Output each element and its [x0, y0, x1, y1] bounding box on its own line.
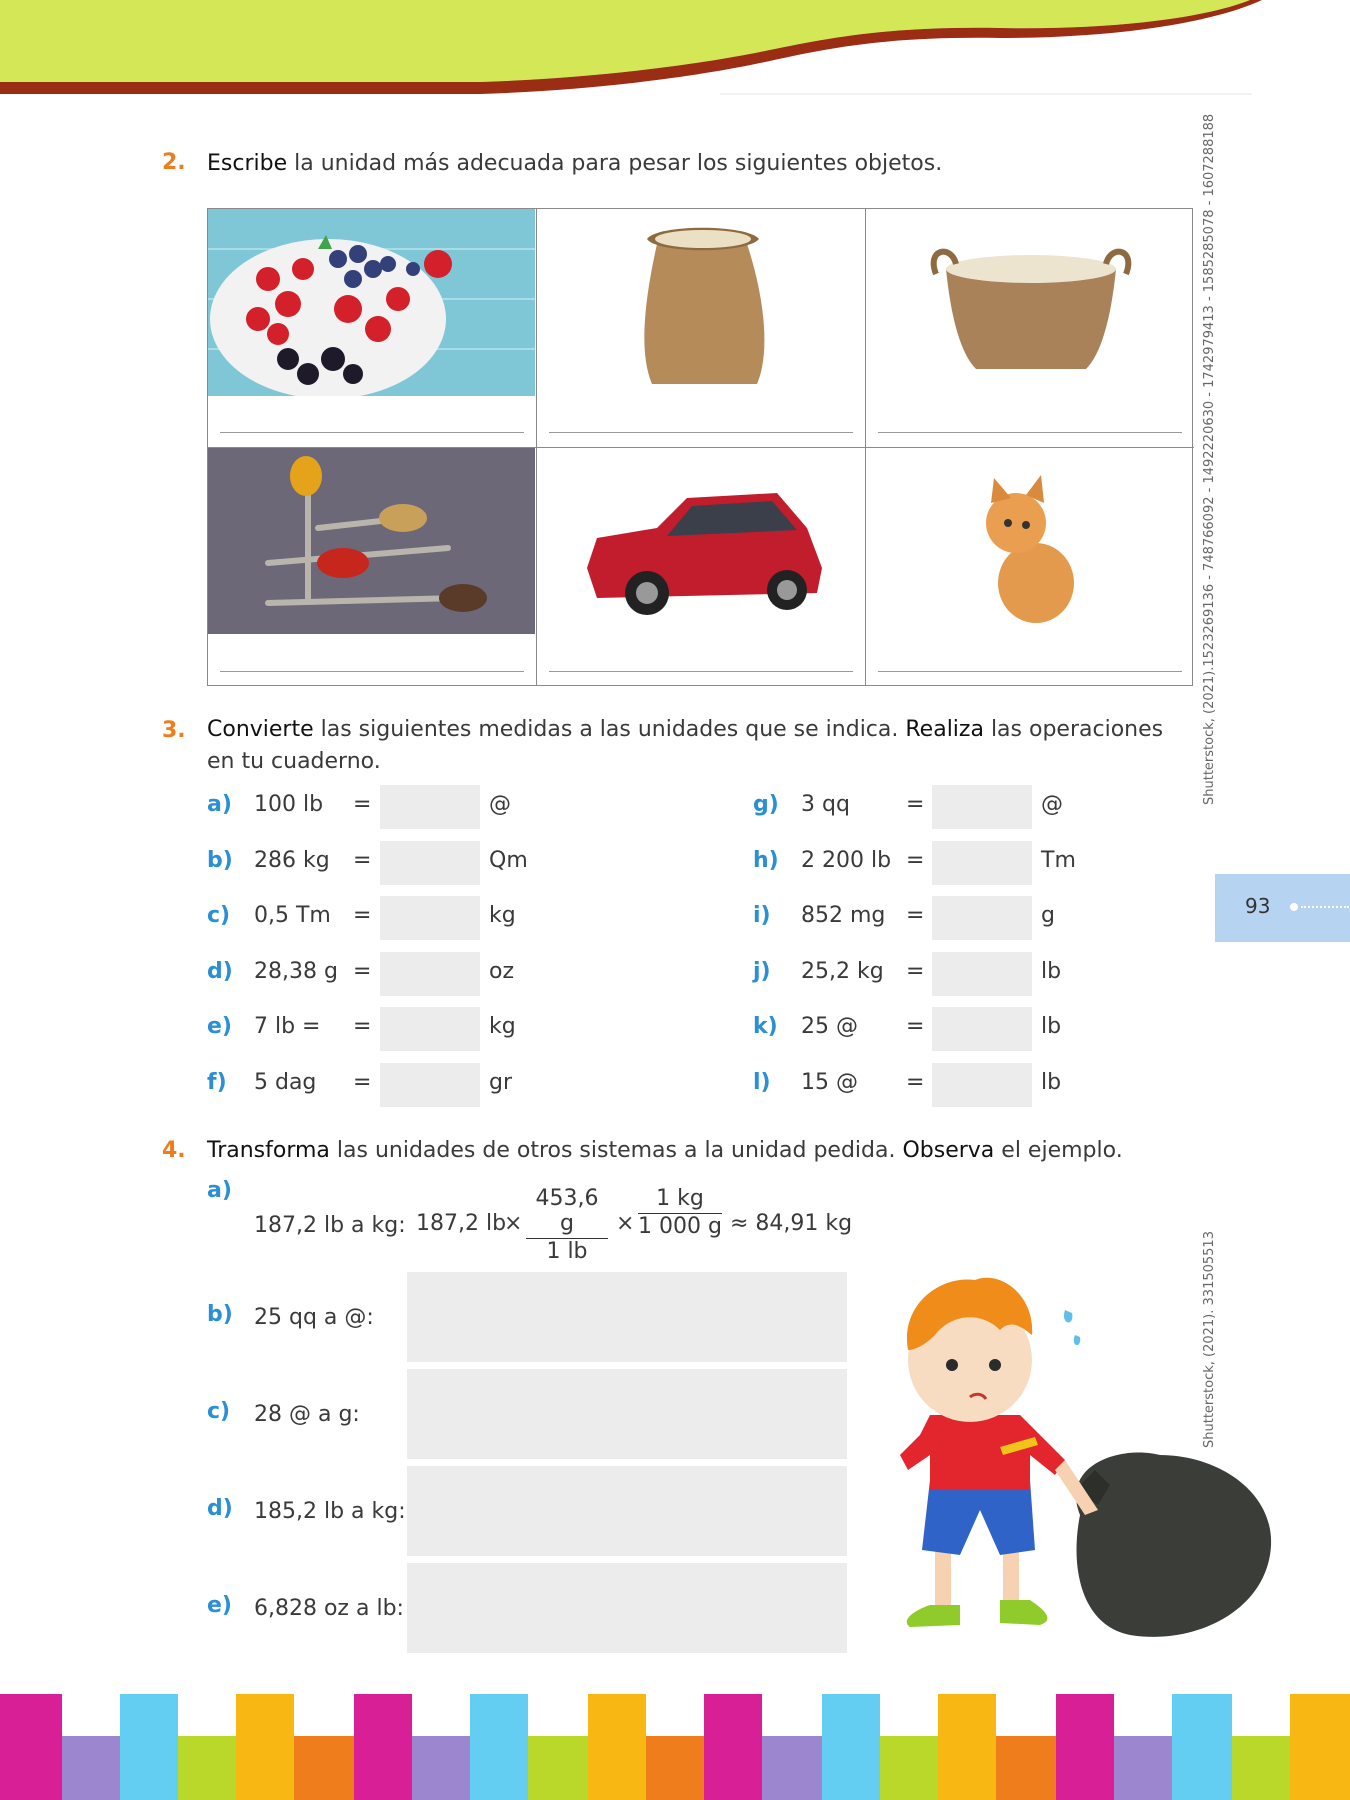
dotted-line [1301, 906, 1349, 908]
equals-sign: = [906, 959, 925, 984]
answer-box[interactable] [932, 1063, 1032, 1107]
conversion-value: 25 @ [801, 1014, 858, 1039]
answer-box[interactable] [380, 1007, 480, 1051]
header-wave-band [0, 0, 1350, 100]
question-4-text [207, 1135, 1123, 1167]
answer-line[interactable] [220, 432, 524, 433]
page-number-tab [1215, 874, 1350, 942]
image-credit-vertical-1: Shutterstock, (2021).1523269136 - 748766092 - 1492220630 - 1742979413 - 1585285078 - 1607288188 [1202, 113, 1217, 805]
answer-box[interactable] [380, 841, 480, 885]
target-unit: g [1041, 903, 1055, 928]
grid-cell-rice-basket [866, 209, 1194, 448]
equals-sign: = [906, 792, 925, 817]
target-unit: oz [489, 959, 515, 984]
target-unit: lb [1041, 1014, 1062, 1039]
answer-area[interactable] [407, 1563, 847, 1653]
conversion-label: k) [753, 1014, 778, 1039]
conversion-label: g) [753, 792, 779, 817]
transform-label: e) [207, 1593, 232, 1618]
fruits-plate-image [208, 209, 535, 396]
conversion-value: 7 lb = [254, 1014, 321, 1039]
equals-sign: = [353, 1014, 372, 1039]
equals-sign: = [906, 848, 925, 873]
transform-prompt: 28 @ a g: [254, 1402, 360, 1427]
grid-cell-rice-sack [537, 209, 866, 448]
conversion-value: 28,38 g [254, 959, 338, 984]
conversion-label: h) [753, 848, 779, 873]
rice-sack-image [597, 209, 807, 396]
question-3-number: 3. [162, 718, 186, 743]
target-unit: kg [489, 1014, 516, 1039]
target-unit: Qm [489, 848, 528, 873]
transform-prompt: 25 qq a @: [254, 1305, 374, 1330]
question-3-verb-convierte: Convierte [207, 717, 314, 742]
answer-box[interactable] [380, 1063, 480, 1107]
objects-grid [207, 208, 1193, 686]
spice-spoons-image [208, 448, 535, 634]
conversion-label: b) [207, 848, 233, 873]
equals-sign: = [353, 848, 372, 873]
answer-line[interactable] [878, 432, 1182, 433]
equals-sign: = [906, 1070, 925, 1095]
answer-box[interactable] [932, 785, 1032, 829]
conversion-label: f) [207, 1070, 227, 1095]
red-car-image [567, 468, 837, 628]
conversion-value: 25,2 kg [801, 959, 884, 984]
answer-area[interactable] [407, 1369, 847, 1459]
answer-box[interactable] [380, 896, 480, 940]
answer-line[interactable] [549, 432, 853, 433]
transform-prompt: 6,828 oz a lb: [254, 1596, 404, 1621]
question-2-rest: la unidad más adecuada para pesar los siguientes objetos. [287, 151, 943, 176]
question-4-rest: el ejemplo. [994, 1138, 1123, 1163]
conversion-label: c) [207, 903, 231, 928]
fraction-numerator: 453,6 g [535, 1186, 599, 1236]
answer-line[interactable] [220, 671, 524, 672]
conversion-label: j) [753, 959, 771, 984]
answer-box[interactable] [380, 785, 480, 829]
conversion-value: 3 qq [801, 792, 850, 817]
example-result: ≈ 84,91 kg [730, 1211, 853, 1236]
conversion-value: 15 @ [801, 1070, 858, 1095]
footer-color-stripes [0, 1694, 1350, 1800]
conversion-value: 100 lb [254, 792, 324, 817]
conversion-label: l) [753, 1070, 771, 1095]
question-2-verb: Escribe [207, 151, 288, 176]
target-unit: lb [1041, 1070, 1062, 1095]
question-2-text [207, 148, 942, 180]
answer-area[interactable] [407, 1466, 847, 1556]
conversion-value: 0,5 Tm [254, 903, 331, 928]
answer-area[interactable] [407, 1272, 847, 1362]
example-lhs: 187,2 lb [416, 1211, 507, 1236]
question-3-text [207, 714, 1197, 778]
target-unit: gr [489, 1070, 513, 1095]
question-3-rest: las operaciones en tu cuaderno. [207, 717, 1164, 774]
grid-cell-fruits [208, 209, 537, 448]
grid-cell-spices [208, 448, 537, 686]
question-3-verb-realiza: Realiza [905, 717, 984, 742]
conversion-value: 2 200 lb [801, 848, 892, 873]
conversion-label: e) [207, 1014, 232, 1039]
kitten-image [966, 473, 1096, 633]
conversion-label: i) [753, 903, 771, 928]
equals-sign: = [353, 1070, 372, 1095]
target-unit: @ [489, 792, 511, 817]
answer-line[interactable] [878, 671, 1182, 672]
target-unit: @ [1041, 792, 1063, 817]
times-sign: × [616, 1211, 635, 1236]
transform-prompt: 185,2 lb a kg: [254, 1499, 406, 1524]
conversion-value: 286 kg [254, 848, 330, 873]
conversion-value: 5 dag [254, 1070, 317, 1095]
answer-box[interactable] [932, 952, 1032, 996]
answer-box[interactable] [380, 952, 480, 996]
boy-with-bag-illustration [860, 1265, 1290, 1655]
grid-cell-car [537, 448, 866, 686]
times-sign: × [504, 1211, 523, 1236]
conversion-label: d) [207, 959, 233, 984]
dot-icon [1290, 903, 1298, 911]
transform-label: c) [207, 1399, 231, 1424]
equals-sign: = [353, 959, 372, 984]
question-3-mid: las siguientes medidas a las unidades que se indica. [313, 717, 906, 742]
equals-sign: = [906, 903, 925, 928]
answer-line[interactable] [549, 671, 853, 672]
question-2-number: 2. [162, 150, 186, 175]
question-4-number: 4. [162, 1138, 186, 1163]
target-unit: kg [489, 903, 516, 928]
conversion-value: 852 mg [801, 903, 886, 928]
grid-cell-kitten [866, 448, 1194, 686]
page-number: 93 [1245, 894, 1271, 918]
question-4-mid: las unidades de otros sistemas a la unidad pedida. [329, 1138, 903, 1163]
target-unit: lb [1041, 959, 1062, 984]
question-4-verb-observa: Observa [902, 1138, 995, 1163]
question-4-verb-transforma: Transforma [207, 1138, 330, 1163]
example-prompt: 187,2 lb a kg: [254, 1213, 406, 1238]
transform-label: d) [207, 1496, 233, 1521]
fraction-denominator: 1 lb [546, 1239, 588, 1264]
answer-box[interactable] [932, 896, 1032, 940]
fraction-g-to-kg [638, 1186, 722, 1239]
fraction-numerator: 1 kg [656, 1186, 704, 1211]
fraction-lb-to-g [526, 1186, 608, 1264]
target-unit: Tm [1041, 848, 1076, 873]
equals-sign: = [353, 792, 372, 817]
equals-sign: = [906, 1014, 925, 1039]
equals-sign: = [353, 903, 372, 928]
example-label: a) [207, 1178, 232, 1203]
image-credit-vertical-2: Shutterstock, (2021). 331505513 [1202, 1231, 1217, 1448]
conversion-label: a) [207, 792, 232, 817]
rice-basket-image [926, 229, 1136, 389]
answer-box[interactable] [932, 1007, 1032, 1051]
transform-label: b) [207, 1302, 233, 1327]
answer-box[interactable] [932, 841, 1032, 885]
fraction-denominator: 1 000 g [638, 1214, 722, 1239]
